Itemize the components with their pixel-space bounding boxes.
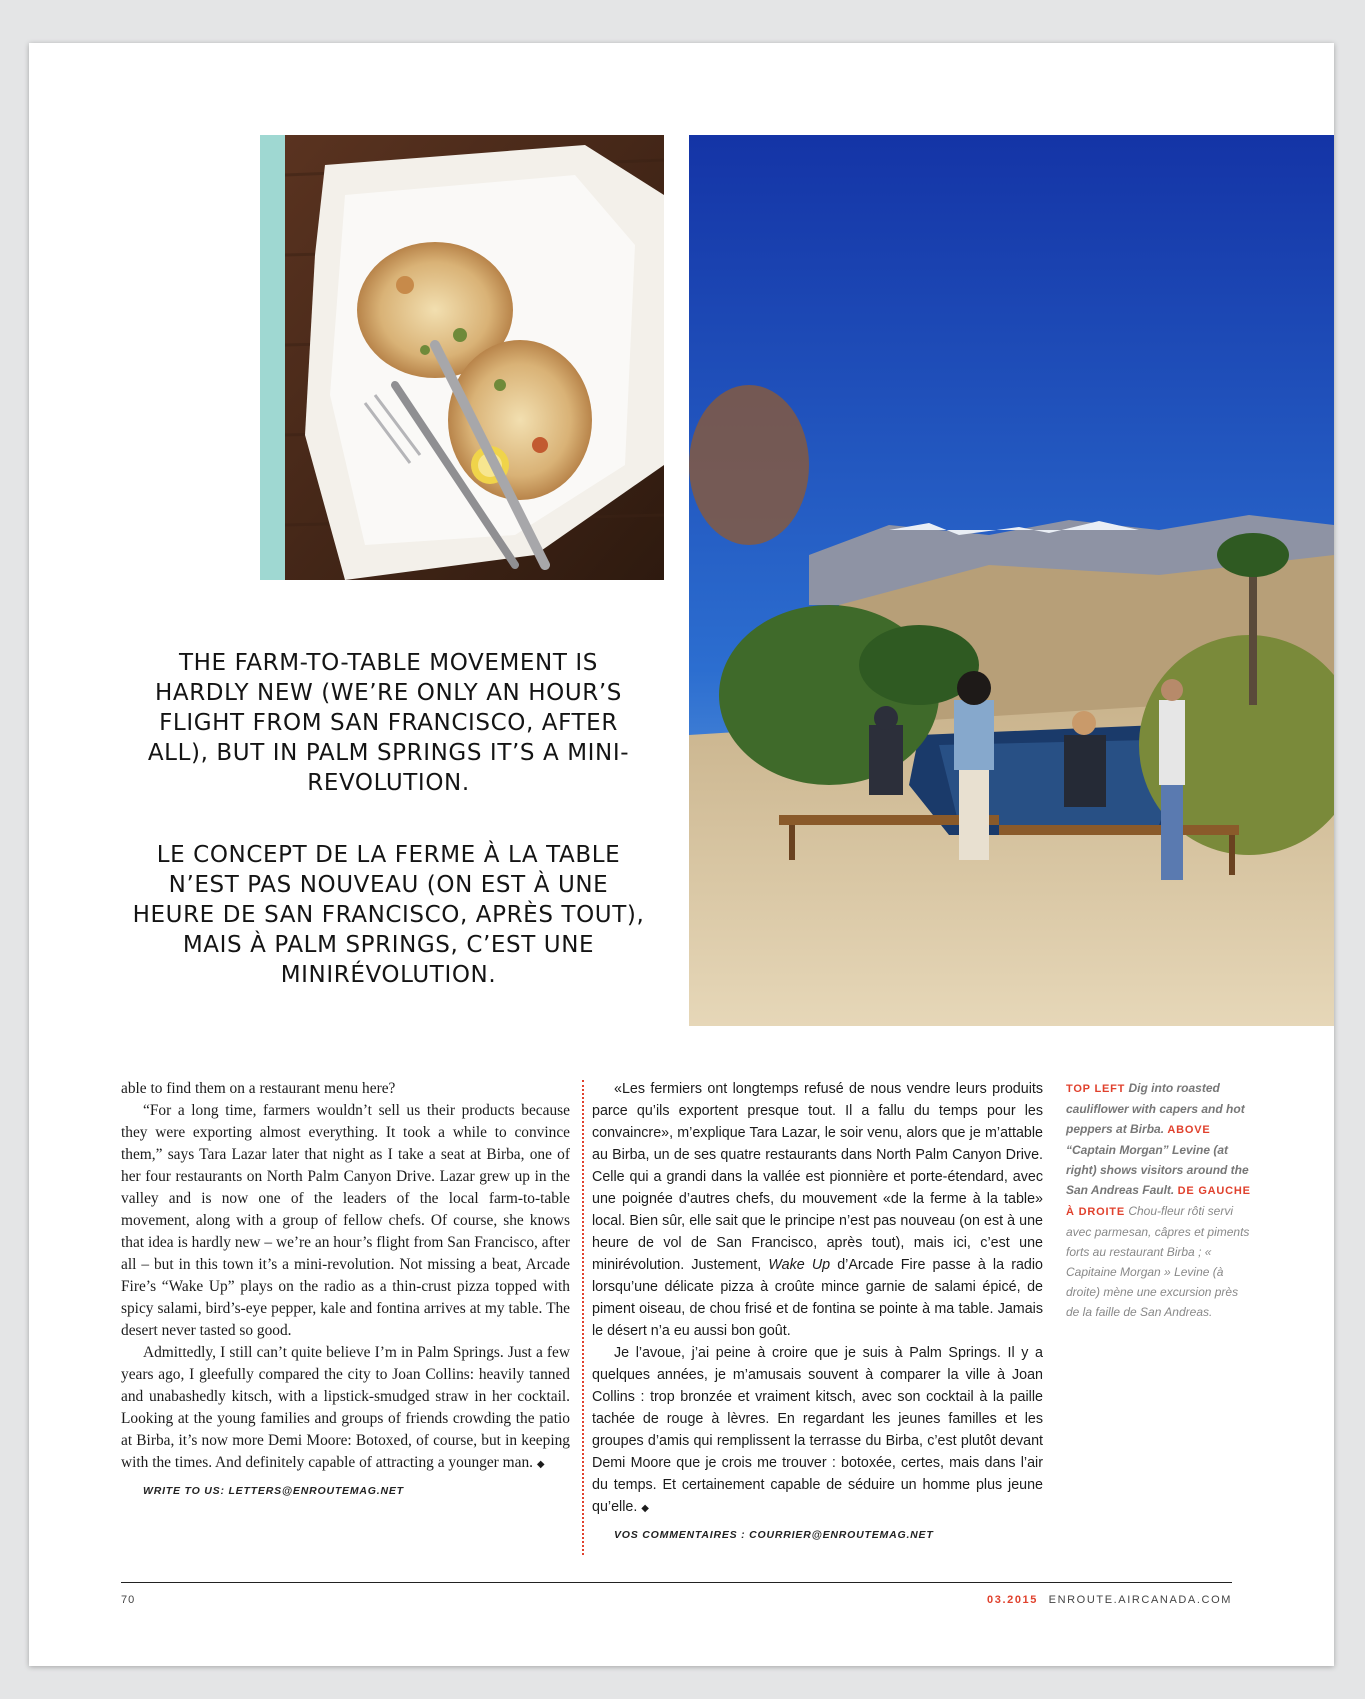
- roasted-cauliflower-photo: [285, 135, 664, 580]
- page-number: 70: [121, 1594, 136, 1606]
- photo-caption: [1066, 1078, 1251, 1322]
- song-title: Wake Up: [768, 1257, 831, 1273]
- write-to-us: WRITE TO US: LETTERS@ENROUTEMAG.NET: [143, 1485, 404, 1497]
- website: ENROUTE.AIRCANADA.COM: [1048, 1594, 1232, 1606]
- english-column: [121, 1078, 570, 1502]
- end-mark-icon: ◆: [536, 1459, 545, 1470]
- french-paragraph: [592, 1342, 1043, 1520]
- english-paragraph: able to find them on a restaurant menu here?: [121, 1080, 396, 1097]
- desert-oasis-photo: [689, 135, 1334, 1026]
- caption-tag: ABOVE: [1167, 1124, 1211, 1136]
- caption-text: Chou-fleur rôti servi avec parmesan, câpres et piments forts au restaurant Birba ; « Capitaine Morgan » Levine (à droite) mène une excursion près de la faille de San Andreas.: [1066, 1204, 1250, 1319]
- caption-tag: TOP LEFT: [1066, 1083, 1126, 1095]
- french-paragraph: [592, 1078, 1043, 1342]
- french-text: d’Arcade Fire passe à la radio lorsqu’une délicate pizza à croûte mince garnie de salami épicé, de piment oiseau, de chou frisé et de fontina se pointe à ma table. Jamais le désert n’a eu aussi bon goût.: [592, 1257, 1043, 1339]
- pull-quote-english: THE FARM-TO-TABLE MOVEMENT IS HARDLY NEW (WE’RE ONLY AN HOUR’S FLIGHT FROM SAN FRANCISCO, AFTER ALL), BUT IN PALM SPRINGS IT’S A MINI-REVOLUTION.: [147, 650, 630, 796]
- food-photo-block: [260, 135, 664, 580]
- caption-text: “Captain Morgan” Levine (at right) shows visitors around the San Andreas Fault.: [1066, 1143, 1249, 1197]
- english-paragraph: [121, 1342, 570, 1476]
- french-paragraph-text: Je l’avoue, j’ai peine à croire que je suis à Palm Springs. Il y a quelques années, je m’amusais souvent à comparer la ville à Joan Collins : trop bronzée et vraiment kitsch, avec son cocktail à la paille tachée de rouge à lèvres. En regardant les jeunes familles et les groupes d’amis qui remplissent la terrasse du Birba, c’est plutôt devant Demi Moore que je crois me trouver : botoxée, certes, mais dans l’air du temps. Et certainement capable de séduire un homme plus jeune qu’elle.: [592, 1345, 1043, 1515]
- end-mark-icon: ◆: [641, 1503, 649, 1514]
- english-paragraph: “For a long time, farmers wouldn’t sell us their products because they were exporting almost everything. It took a while to convince them,” says Tara Lazar later that night as I take a seat at Birba, one of her four restaurants on North Palm Canyon Drive. Lazar grew up in the valley and is now one of the leaders of the local farm-to-table movement, along with a group of fellow chefs. Of course, she knows that idea is hardly new – we’re an hour’s flight from San Francisco, after all – but in this town it’s a mini-revolution. Not missing a beat, Arcade Fire’s “Wake Up” plays on the radio as a thin-crust pizza topped with spicy salami, bird’s-eye pepper, kale and fontina arrives at my table. The desert never tasted so good.: [121, 1102, 570, 1339]
- teal-accent-bar: [260, 135, 285, 580]
- column-divider: [582, 1080, 584, 1555]
- french-column: [592, 1078, 1043, 1546]
- footer-issue: [987, 1594, 1232, 1606]
- english-paragraph-text: Admittedly, I still can’t quite believe I’m in Palm Springs. Just a few years ago, I gleefully compared the city to Joan Collins: heavily tanned and unabashedly kitsch, with a lipstick-smudged straw in her cocktail. Looking at the young families and groups of friends crowding the patio at Birba, it’s now more Demi Moore: Botoxed, of course, but in keeping with the times. And definitely capable of attracting a younger man.: [121, 1344, 570, 1471]
- french-text: «Les fermiers ont longtemps refusé de nous vendre leurs produits parce qu’ils exportent presque tout. Il a fallu du temps pour les convaincre», m’explique Tara Lazar, le soir venu, alors que je m’attable au Birba, un de ses quatre restaurants dans North Palm Canyon Drive. Celle qui a grandi dans la vallée est pionnière et porte-étendard, avec une poignée d’autres chefs, du mouvement «de la ferme à la table» local. Bien sûr, elle sait que le principe n’est pas nouveau (on est à une heure de vol de San Francisco, après tout), mais ici, c’est une minirévolution. Justement,: [592, 1081, 1043, 1273]
- footer-rule: [121, 1582, 1232, 1583]
- caption-tag: DE GAUCHE À DROITE: [1066, 1185, 1251, 1218]
- issue-date: 03.2015: [987, 1594, 1038, 1606]
- comments-line: VOS COMMENTAIRES : COURRIER@ENROUTEMAG.NET: [614, 1529, 934, 1541]
- caption-text: Dig into roasted cauliflower with capers and hot peppers at Birba.: [1066, 1081, 1245, 1136]
- pull-quote-french: LE CONCEPT DE LA FERME À LA TABLE N’EST PAS NOUVEAU (ON EST À UNE HEURE DE SAN FRANCISCO, APRÈS TOUT), MAIS À PALM SPRINGS, C’EST UNE MINIRÉVOLUTION.: [132, 842, 645, 988]
